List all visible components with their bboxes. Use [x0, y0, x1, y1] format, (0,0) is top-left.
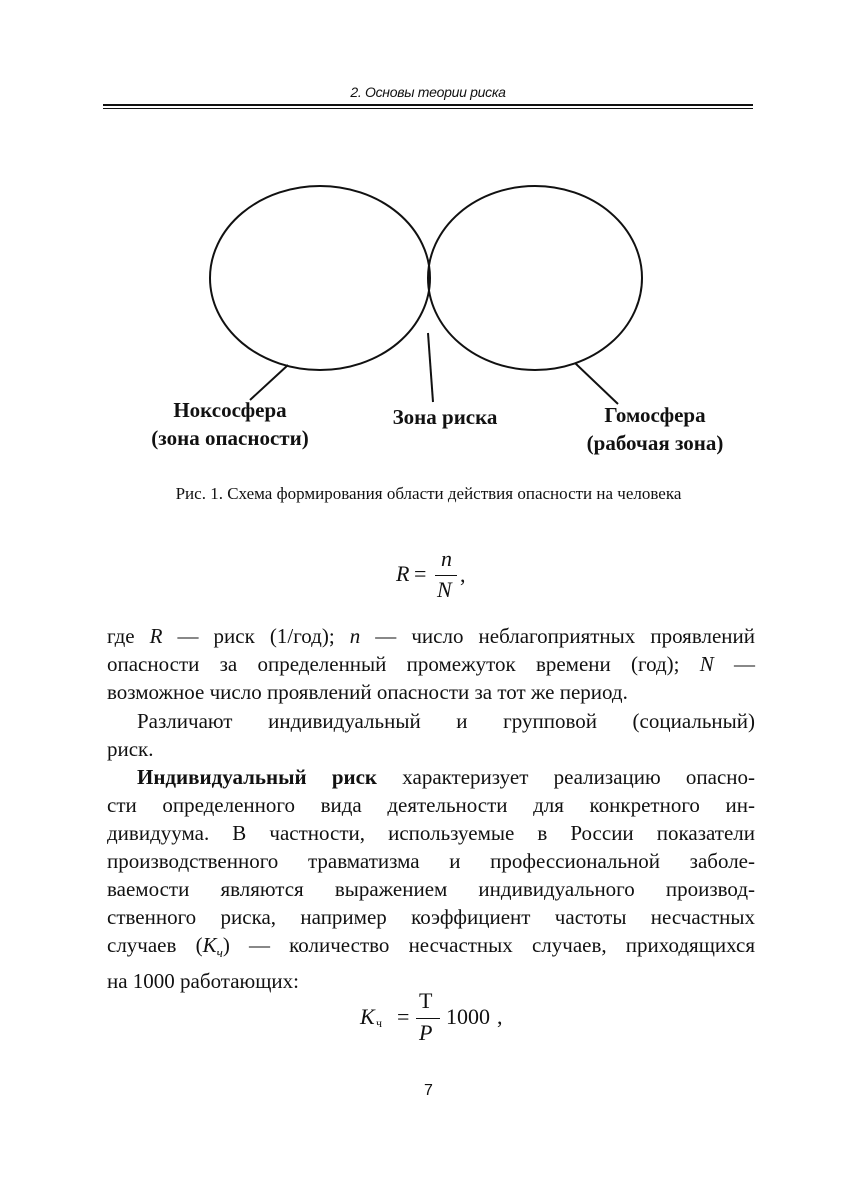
text-line: [107, 650, 755, 678]
formula2-equals: =: [397, 1004, 410, 1029]
var-R: R: [149, 624, 163, 648]
frequency-formula: [360, 990, 560, 1050]
text-line: Различают индивидуальный и групповой (социальный): [137, 709, 755, 733]
formula-numerator: n: [441, 546, 452, 571]
text-fragment: опасности за определенный промежуток времени (год);: [107, 652, 700, 676]
risk-formula: [390, 546, 510, 606]
header-rule-thin: [103, 108, 753, 109]
formula2-numerator: Т: [419, 988, 433, 1013]
paragraph-individual-risk: [107, 763, 755, 995]
formula2-subscript: ч: [376, 1016, 383, 1030]
text-line: риск.: [107, 737, 154, 761]
risk-zone-label: Зона риска: [392, 405, 498, 429]
text-line: ваемости являются выражением индивидуального производ-: [107, 877, 755, 901]
homosphere-title: Гомосфера: [604, 403, 706, 427]
text-line: ственного риска, например коэффициент частоты несчастных: [107, 905, 755, 929]
noxosphere-circle: [210, 186, 430, 370]
noxosphere-title: Ноксосфера: [173, 398, 287, 422]
homosphere-leader-line: [575, 363, 618, 404]
text-fragment: где: [107, 624, 150, 648]
formula2-lhs: K: [360, 1004, 375, 1029]
figure-caption: Рис. 1. Схема формирования области действия опасности на человека: [175, 484, 682, 503]
formula-lhs: R: [396, 561, 410, 586]
var-K-subscript: ч: [216, 945, 223, 961]
var-K: K: [202, 933, 217, 957]
text-line: [107, 931, 755, 967]
homosphere-label: [570, 401, 740, 457]
text-line: дивидуума. В частности, используемые в России показатели: [107, 821, 755, 845]
formula2-factor: 1000: [446, 1004, 490, 1029]
page-number: 7: [424, 1082, 433, 1099]
noxosphere-leader-line: [250, 365, 288, 400]
formula-comma: ,: [460, 562, 466, 587]
formula2-comma: ,: [497, 1004, 503, 1029]
text-fragment: характеризует реализацию опасно-: [377, 765, 756, 789]
text-line: [107, 622, 755, 650]
paragraph-risk-types: [107, 707, 755, 763]
text-line: возможное число проявлений опасности за тот же период.: [107, 680, 628, 704]
term-individual-risk: Индивидуальный риск: [137, 765, 378, 789]
homosphere-circle: [428, 186, 642, 370]
text-fragment: — риск (1/год);: [162, 624, 350, 648]
text-fragment: ) — количество несчастных случаев, приходящихся: [222, 933, 755, 957]
formula-equals: =: [414, 561, 427, 586]
var-N: N: [699, 652, 714, 676]
fraction-bar: [435, 575, 457, 576]
text-line: на 1000 работающих:: [107, 969, 299, 994]
text-fragment: случаев (: [107, 933, 203, 957]
text-fragment: —: [713, 652, 756, 676]
text-line: сти определенного вида деятельности для конкретного ин-: [107, 793, 755, 817]
risk-zone-leader-line: [428, 333, 433, 402]
text-line: производственного травматизма и профессиональной заболе-: [107, 849, 755, 873]
paragraph-definitions: [107, 622, 755, 706]
homosphere-subtitle: (рабочая зона): [586, 431, 724, 455]
noxosphere-subtitle: (зона опасности): [151, 426, 309, 450]
formula-denominator: N: [437, 577, 452, 602]
noxosphere-label: [140, 396, 320, 452]
var-n: n: [349, 624, 361, 648]
text-fragment: — число неблагоприятных проявлений: [360, 624, 755, 648]
header-rule-thick: [103, 104, 753, 106]
fraction-bar: [416, 1018, 440, 1019]
running-header: 2. Основы теории риска: [350, 84, 506, 100]
formula2-denominator: P: [419, 1020, 433, 1045]
text-line: [107, 763, 755, 791]
